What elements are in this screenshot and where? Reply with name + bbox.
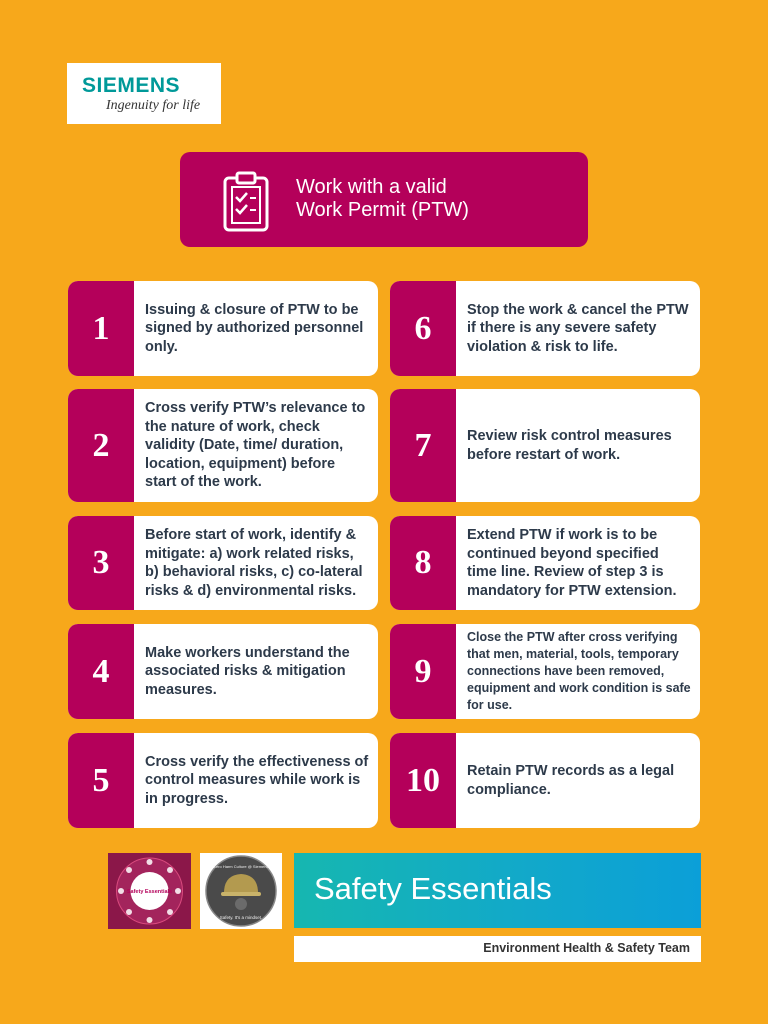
rule-number: 5 xyxy=(68,733,134,828)
rule-number: 7 xyxy=(390,389,456,502)
rule-card-3 xyxy=(68,516,378,610)
rule-card-1 xyxy=(68,281,378,376)
title-line-2: Work Permit (PTW) xyxy=(296,199,469,221)
rule-card-8 xyxy=(390,516,700,610)
badge2-subtitle: Safety. It's a mindset. xyxy=(219,915,263,920)
siemens-logo xyxy=(67,63,221,124)
rule-text: Cross verify the effectiveness of control measures while work is in progress. xyxy=(145,753,369,807)
safety-essentials-banner xyxy=(294,853,701,928)
rule-text: Before start of work, identify & mitigate: a) work related risks, b) behavioral risks, c) co-lateral risks & d) environmental risks. xyxy=(145,527,363,599)
rule-number: 4 xyxy=(68,624,134,719)
rule-number: 2 xyxy=(68,389,134,502)
rule-text: Extend PTW if work is to be continued beyond specified time line. Review of step 3 is mandatory for PTW extension. xyxy=(467,527,677,599)
logo-tagline: Ingenuity for life xyxy=(106,98,201,113)
rule-text: Retain PTW records as a legal compliance. xyxy=(467,763,675,798)
rule-number: 8 xyxy=(390,516,456,610)
rule-card-4 xyxy=(68,624,378,719)
safety-essentials-wheel-image xyxy=(108,853,191,929)
rule-text: Make workers understand the associated risks & mitigation measures. xyxy=(145,644,350,698)
team-name: Environment Health & Safety Team xyxy=(483,941,690,955)
rule-card-6 xyxy=(390,281,700,376)
rule-text: Stop the work & cancel the PTW if there is any severe safety violation & risk to life. xyxy=(467,301,689,355)
helmet-badge-icon xyxy=(200,853,282,929)
clipboard-check-icon xyxy=(222,171,270,233)
logo-brand: SIEMENS xyxy=(82,74,181,97)
page-title xyxy=(296,176,566,222)
badge1-label: Safety Essentials xyxy=(126,889,173,895)
zero-harm-badge-image xyxy=(200,853,282,929)
title-banner xyxy=(180,152,588,247)
rule-card-9 xyxy=(390,624,700,719)
team-bar xyxy=(294,936,701,962)
rule-text: Review risk control measures before restart of work. xyxy=(467,428,672,463)
rule-number: 3 xyxy=(68,516,134,610)
rule-text: Issuing & closure of PTW to be signed by authorized personnel only. xyxy=(145,301,364,355)
rule-number: 9 xyxy=(390,624,456,719)
rule-card-2 xyxy=(68,389,378,502)
rule-number: 10 xyxy=(390,733,456,828)
rule-number: 6 xyxy=(390,281,456,376)
rule-card-10 xyxy=(390,733,700,828)
rule-card-7 xyxy=(390,389,700,502)
rule-text: Close the PTW after cross verifying that men, material, tools, temporary connections have been removed, equipment and work condition is safe for use. xyxy=(467,630,691,712)
rule-text: Cross verify PTW’s relevance to the nature of work, check validity (Date, time/ duration, location, equipment) before start of the work. xyxy=(145,400,366,491)
badge2-title: Zero Harm Culture @ Siemens xyxy=(213,864,269,869)
rule-card-5 xyxy=(68,733,378,828)
title-line-1: Work with a valid xyxy=(296,176,447,198)
rule-number: 1 xyxy=(68,281,134,376)
banner-title: Safety Essentials xyxy=(314,871,552,906)
safety-wheel-icon xyxy=(108,853,191,929)
